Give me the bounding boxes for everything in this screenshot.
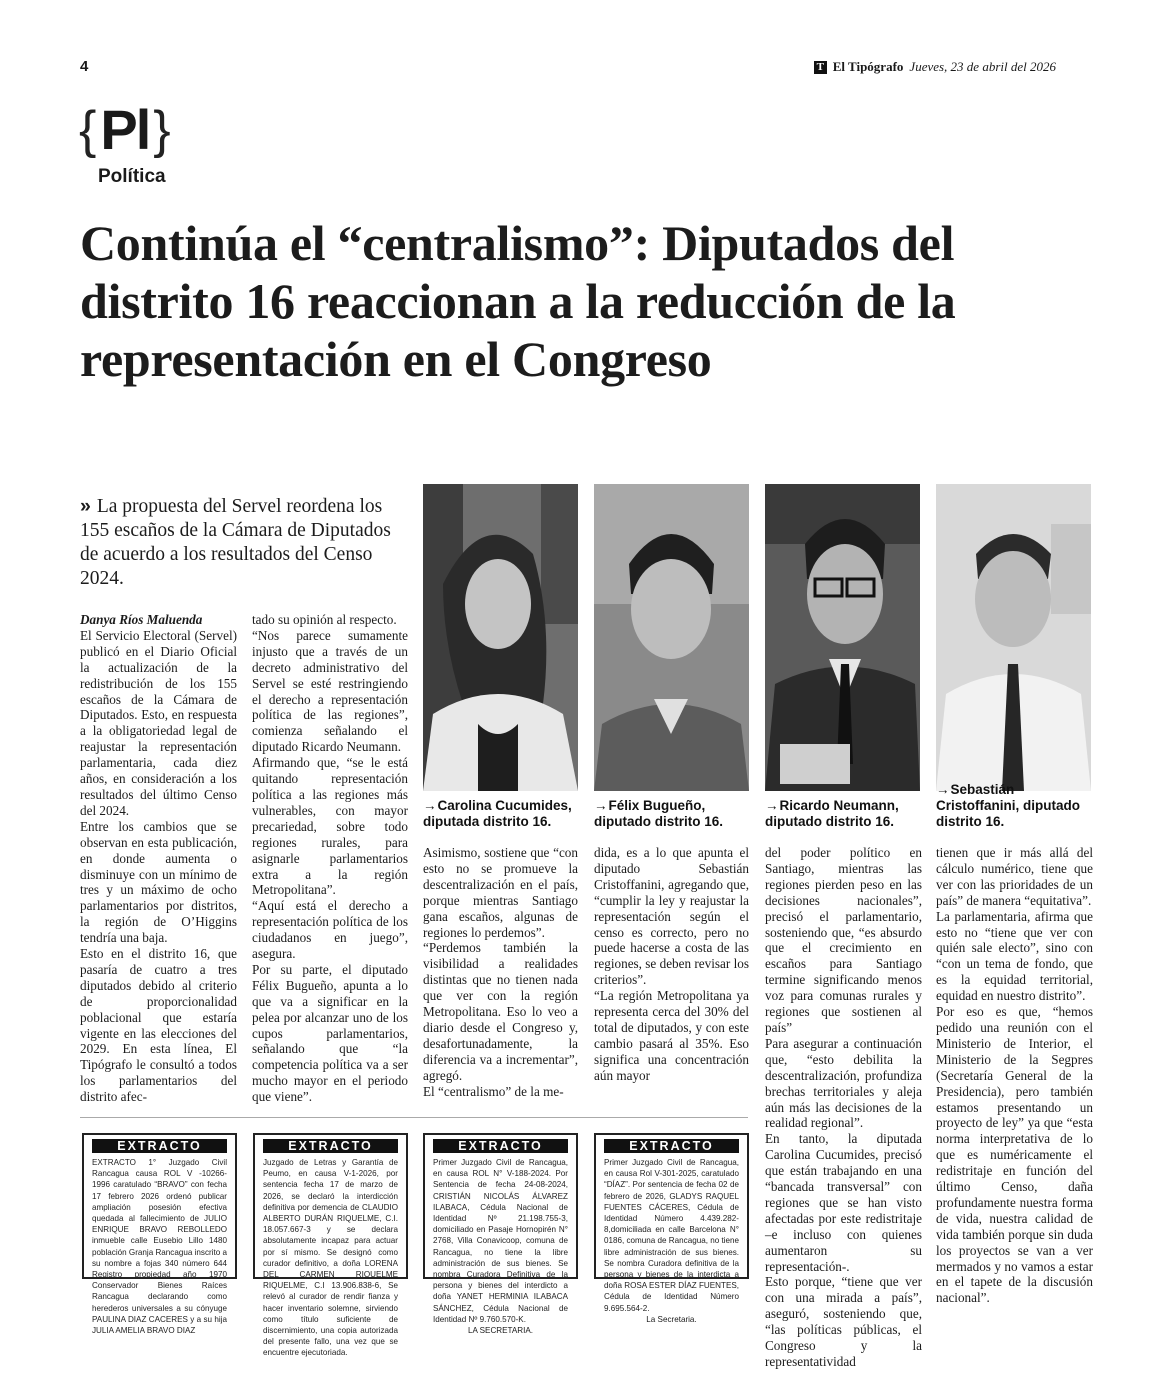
paragraph: Afirmando que, “se le está quitando representación política a las regiones más vulnerables, con mayor precariedad, sobre todo regiones rurales, para asignarle parlamentarios extra a la región Metropolitana”. bbox=[252, 755, 408, 898]
publication-logo-icon: T bbox=[814, 61, 827, 74]
photo-ricardo-neumann bbox=[765, 484, 920, 791]
section-divider bbox=[80, 1117, 748, 1118]
article-column-4 bbox=[594, 845, 749, 1084]
paragraph: El Servicio Electoral (Servel) publicó en el Diario Oficial la actualización de la redistribución de los 155 escaños de la Cámara de Diputados. Esto, en respuesta a la obligatoriedad legal de reajustar la representación parlamentaria, cada diez años, en consideración a los resultados del último Censo del 2024. bbox=[80, 627, 237, 818]
portrait-image bbox=[594, 484, 749, 791]
photo-caption: →Carolina Cucumides, diputada distrito 16. bbox=[423, 798, 572, 829]
legal-notice-text: Primer Juzgado Civil de Rancagua, en causa ROL N° V-188-2024. Por Sentencia de fecha 24-08-2024, CRISTIÁN NICOLÁS ÁLVAREZ ILABACA, Cédula Nacional de Identidad Nº 21.198.755-3, domiciliado en Pasaje Hornopirén N° 2768, Villa Conavicoop, comuna de Rancagua, no tiene la libre administración de sus bienes. Se nombra Curadora Definitiva de la persona y bienes del interdicto a doña YANET HERMINIA ILABACA SÁNCHEZ, Cédula Nacional de Identidad Nº 9.760.570-K. bbox=[433, 1158, 568, 1324]
portrait-image bbox=[423, 484, 578, 791]
legal-notice-text: Primer Juzgado Civil de Rancagua, en causa Rol V-301-2025, caratulado “DÍAZ”. Por sentencia de fecha 02 de febrero de 2026, GLADYS RAQUEL FUENTES CÁCERES, Cédula de Identidad Número 4.439.282-8,domiciliada en calle Barcelona N° 0186, comuna de Rancagua, no tiene libre administración de sus bienes. Se nombra Curadora definitiva de la persona y bienes de la interdicta a doña ROSA ESTER DÍAZ FUENTES, Cédula de Identidad Número 9.695.564-2. bbox=[604, 1158, 739, 1313]
lead-text: La propuesta del Servel reordena los 155 escaños de la Cámara de Diputados de acuerdo a los resultados del Censo 2024. bbox=[80, 496, 391, 589]
photo-sebastian-cristoffanini bbox=[936, 484, 1091, 791]
byline: Danya Ríos Maluenda bbox=[80, 612, 203, 627]
legal-notice-title: EXTRACTO bbox=[433, 1139, 568, 1153]
legal-notice-signature: LA SECRETARIA. bbox=[467, 1326, 534, 1336]
arrow-right-icon: → bbox=[936, 782, 950, 797]
photo-caption: →Ricardo Neumann, diputado distrito 16. bbox=[765, 798, 899, 829]
paragraph: Asimismo, sostiene que “con esto no se promueve la descentralización en el país, porque mientras Santiago gana escaños, algunas de regiones lo perdemos”. bbox=[423, 845, 578, 940]
article-lead bbox=[80, 494, 400, 591]
arrow-right-icon: → bbox=[423, 798, 437, 813]
legal-notice-title: EXTRACTO bbox=[604, 1139, 739, 1153]
photo-caption: →Sebastián Cristoffanini, diputado distrito 16. bbox=[936, 782, 1080, 829]
paragraph: “Aquí está el derecho a representación política de los ciudadanos en juego”, asegura. bbox=[252, 898, 408, 962]
legal-notice-text: EXTRACTO 1° Juzgado Civil Rancagua causa ROL V -10266-1996 caratulado “BRAVO” con fecha 17 febrero 2026 ordenó publicar ampliación posesión efectiva quedada al fallecimiento de JULIO ENRIQUE BRAVO REBOLLEDO inmueble calle Eusebio Lillo 1480 población Granja Rancagua inscrito a su nombre a fojas 340 número 644 Registro propiedad año 1970 Conservador Bienes Raíces Rancagua declarando como herederos universales a su cónyuge PAULINA DIAZ CACERES y a su hija JULIA AMELIA BRAVO DIAZ bbox=[92, 1158, 227, 1336]
legal-notice-box bbox=[253, 1133, 408, 1358]
brace-open: { bbox=[79, 101, 97, 159]
article-column-1 bbox=[80, 612, 237, 1105]
paragraph: El “centralismo” de la me- bbox=[423, 1083, 564, 1099]
paragraph: del poder político en Santiago, mientras las regiones pierden peso en las decisiones nacionales”, precisó el parlamentario, sosteniendo que, “es absurdo que el crecimiento en escaños para Santiago termine significando menos voz para comunas rurales y regiones que sostienen al país” bbox=[765, 845, 922, 1035]
page-number: 4 bbox=[80, 58, 89, 75]
article-column-3 bbox=[423, 845, 578, 1100]
paragraph: “Perdemos también la visibilidad a realidades distintas que no tienen nada que ver con la región Metropolitana. Eso lo veo a diario desde el Congreso y, desafortunadamente, la diferencia va a incrementar”, agregó. bbox=[423, 940, 578, 1083]
paragraph: En tanto, la diputada Carolina Cucumides, precisó que están trabajando en una “bancada transversal” con regiones que se han visto afectadas por este redistritaje –e incluso con quienes aumentaron su representación-. bbox=[765, 1131, 922, 1274]
legal-notice-text: Juzgado de Letras y Garantía de Peumo, en causa V-1-2026, por sentencia fecha 17 de marzo de 2026, se declaró la interdicción definitiva por demencia de CLAUDIO ALBERTO DURÁN RIQUELME, C.I. 18.057.667-3 y se declara absolutamente incapaz para actuar por sí mismo. Se designó como curador definitivo, a doña LORENA DEL CARMEN RIQUELME RIQUELME, C.I 13.906.838-6, Se relevó al curador de rendir fianza y hacer inventario solemne, sirviendo como título suficiente de discernimiento, una copia autorizada del presente fallo, una vez que se encuentre ejecutoriada. bbox=[263, 1158, 398, 1358]
article-column-2 bbox=[252, 612, 408, 1105]
brace-close: } bbox=[153, 101, 171, 159]
arrow-right-icon: → bbox=[594, 798, 608, 813]
photo-carolina-cucumides bbox=[423, 484, 578, 791]
section-name: Política bbox=[98, 166, 166, 187]
photo-felix-bugueno bbox=[594, 484, 749, 791]
legal-notice-title: EXTRACTO bbox=[263, 1139, 398, 1153]
photo-caption: →Félix Bugueño, diputado distrito 16. bbox=[594, 798, 724, 829]
legal-notice-box bbox=[594, 1133, 749, 1324]
article-column-5 bbox=[765, 845, 922, 1370]
legal-notice-title: EXTRACTO bbox=[92, 1139, 227, 1153]
legal-notice-box bbox=[423, 1133, 578, 1336]
quote-marks-icon: » bbox=[80, 495, 91, 517]
issue-date: Jueves, 23 de abril del 2026 bbox=[909, 59, 1056, 74]
paragraph: “Nos parece sumamente injusto que a través de un decreto administrativo del Servel se esté restringiendo el derecho a representación política de las regiones”, comienza señalando el diputado Ricardo Neumann. bbox=[252, 627, 408, 755]
publication-name: El Tipógrafo bbox=[832, 59, 904, 74]
section-code: Pl bbox=[100, 98, 150, 161]
paragraph: Por su parte, el diputado Félix Bugueño, apunta a lo que va a significar en la pelea por alcanzar uno de los cupos parlamentarios, señalando que “la competencia política va a ser mucho mayor en el periodo que viene”. bbox=[252, 961, 408, 1105]
paragraph: tienen que ir más allá del cálculo numérico, tiene que ver con las prioridades de un país” de manera “equitativa”. bbox=[936, 845, 1093, 908]
paragraph: Para asegurar a continuación que, “esto debilita la descentralización, profundiza brechas territoriales y aleja aún más las decisiones de la realidad regional”. bbox=[765, 1035, 922, 1131]
paragraph: tado su opinión al respecto. bbox=[252, 612, 397, 627]
article-column-6 bbox=[936, 845, 1093, 1306]
article-headline: Continúa el “centralismo”: Diputados del distrito 16 reaccionan a la reducción de la representación en el Congreso bbox=[80, 215, 956, 387]
paragraph: Esto en el distrito 16, que pasaría de cuatro a tres diputados debido al criterio de proporcionalidad poblacional que estaría vigente en las elecciones del 2029. En esta línea, El Tipógrafo le consultó a todos los parlamentarios del distrito afec- bbox=[80, 946, 237, 1105]
masthead bbox=[814, 59, 1056, 75]
section-logo bbox=[79, 100, 171, 160]
legal-notice-box bbox=[82, 1133, 237, 1336]
paragraph: Por eso es que, “hemos pedido una reunión con el Ministerio de Interior, el Ministerio de la Segpres (Secretaría General de la Presidencia), pero también estamos presentando un proyecto de ley” ya que “esta norma interpretativa de lo que es numéricamente el redistritaje en función del último Censo, daña profundamente nuestra forma de vida, nuestra calidad de vida también porque sin duda los proyectos se van a ver mermados y no vamos a estar en el tapete de la discusión nacional”. bbox=[936, 1004, 1093, 1306]
paragraph: “La región Metropolitana ya representa cerca del 30% del total de diputados, y con este cambio pasará al 35%. Eso significa una concentración aún mayor bbox=[594, 988, 749, 1083]
portrait-image bbox=[765, 484, 920, 791]
paragraph: La parlamentaria, afirma que esto no “tiene que ver con quién sale electo”, sino con “con un tema de fondo, que es la equidad territorial, equidad en nuestro distrito”. bbox=[936, 908, 1093, 1004]
paragraph: Esto porque, “tiene que ver con una mirada a país”, aseguró, sosteniendo que, “las políticas públicas, el Congreso y la representatividad bbox=[765, 1274, 922, 1369]
legal-notice-signature: La Secretaria. bbox=[646, 1314, 697, 1324]
portrait-image bbox=[936, 484, 1091, 791]
arrow-right-icon: → bbox=[765, 798, 779, 813]
paragraph: dida, es a lo que apunta el diputado Sebastián Cristoffanini, agregando que, “cumplir la ley y reajustar la representación según el censo es correcto, pero no puede hacerse a costa de las regiones, se deben revisar los criterios”. bbox=[594, 845, 749, 988]
paragraph: Entre los cambios que se observan en esta publicación, en donde aumenta o disminuye con un mínimo de tres y un máximo de ocho parlamentarios por distritos, la región de O’Higgins tendría una baja. bbox=[80, 818, 237, 946]
